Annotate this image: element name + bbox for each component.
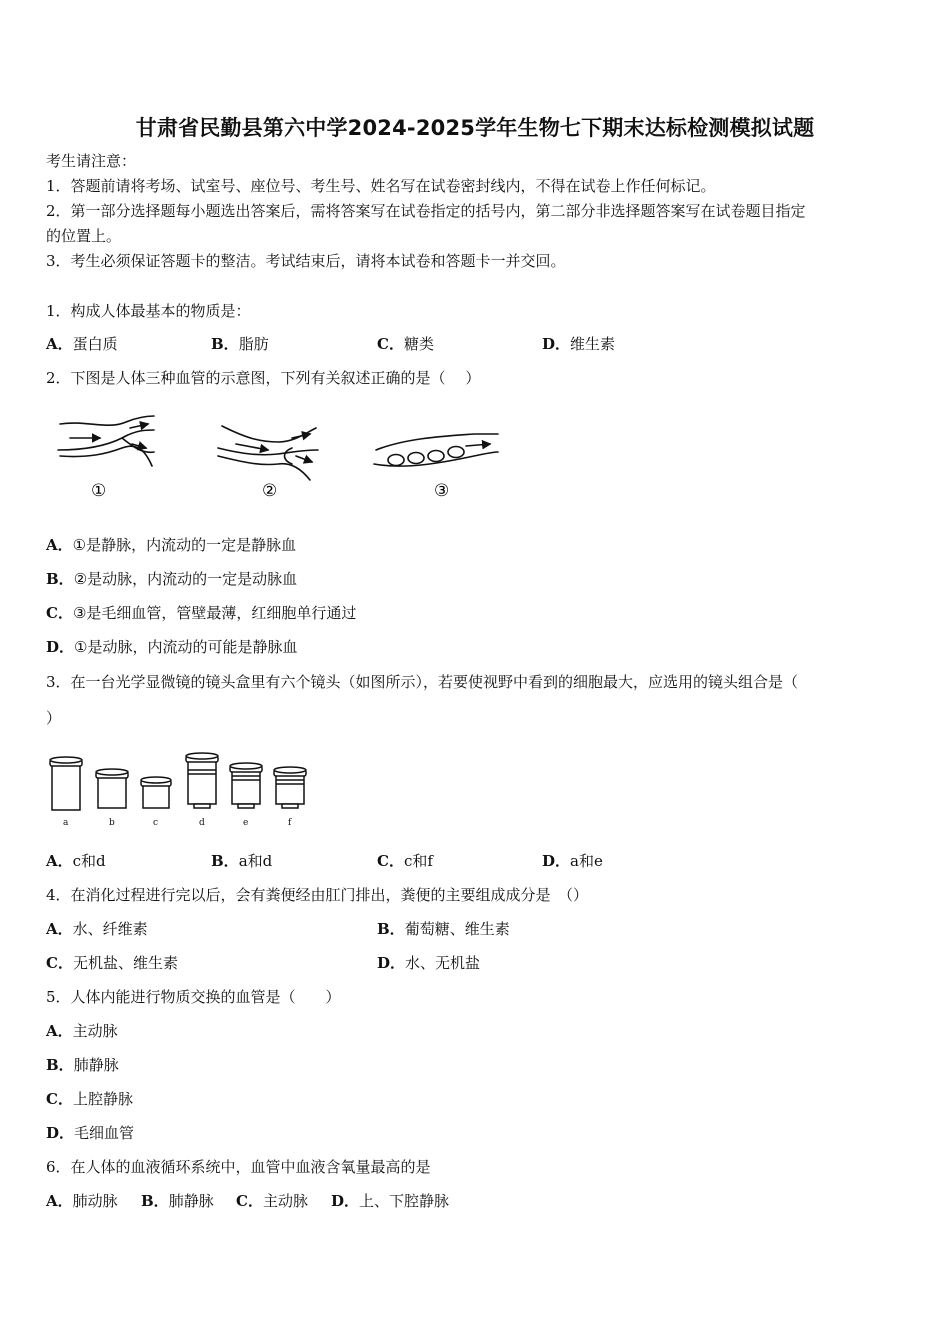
option-text: 肺静脉	[168, 1192, 214, 1210]
lens-label-a: a	[63, 818, 69, 828]
option-letter: D．	[46, 1124, 75, 1142]
q1-option-a	[46, 334, 118, 354]
option-letter: B．	[211, 852, 239, 870]
option-letter: D．	[331, 1192, 360, 1210]
option-text: ①是静脉，内流动的一定是静脉血	[72, 536, 297, 554]
q6-option-d	[331, 1191, 449, 1211]
option-letter: C．	[46, 604, 73, 622]
vessel-3-capillary	[374, 434, 498, 466]
lens-f	[274, 767, 306, 808]
figure-label-3: ③	[434, 481, 450, 501]
lens-d	[186, 753, 218, 808]
option-letter: D．	[46, 638, 75, 656]
q1-option-b	[211, 334, 269, 354]
q2-option-b	[46, 569, 297, 589]
option-text: 蛋白质	[72, 335, 118, 353]
q4-option-a	[46, 919, 148, 939]
q5-option-b	[46, 1055, 119, 1075]
option-text: 维生素	[570, 335, 616, 353]
option-text: 肺动脉	[72, 1192, 118, 1210]
notice-item-1: 1．答题前请将考场、试室号、座位号、考生号、姓名写在试卷密封线内，不得在试卷上作任何标记。	[46, 177, 716, 195]
question-4-stem: 4．在消化过程进行完以后，会有粪便经由肛门排出，粪便的主要组成成分是 （）	[46, 886, 589, 904]
option-letter: A．	[46, 920, 73, 938]
q2-option-c	[46, 603, 356, 623]
q3-option-a	[46, 851, 106, 871]
question-3-stem: 3．在一台光学显微镜的镜头盒里有六个镜头（如图所示），若要使视野中看到的细胞最大，应选用的镜头组合是（	[46, 673, 799, 691]
question-5-stem: 5．人体内能进行物质交换的血管是（ ）	[46, 988, 341, 1006]
option-text: 糖类	[403, 335, 434, 353]
option-text: c和f	[403, 852, 433, 870]
option-letter: C．	[377, 852, 404, 870]
question-1-stem: 1．构成人体最基本的物质是：	[46, 302, 251, 320]
q6-option-a	[46, 1191, 118, 1211]
option-letter: C．	[377, 335, 404, 353]
option-text: 上腔静脉	[72, 1090, 133, 1108]
option-text: ②是动脉，内流动的一定是动脉血	[73, 570, 298, 588]
notice-item-2: 2．第一部分选择题每小题选出答案后，需将答案写在试卷指定的括号内，第二部分非选择题答案写在试卷题目指定	[46, 202, 806, 220]
q1-option-d	[542, 334, 615, 354]
lens-label-e: e	[243, 818, 249, 828]
microscope-lens-figure	[46, 752, 316, 832]
q2-option-a	[46, 535, 296, 555]
option-letter: A．	[46, 1022, 73, 1040]
notice-item-2-cont: 的位置上。	[46, 227, 122, 245]
option-text: 水、纤维素	[72, 920, 148, 938]
option-letter: B．	[211, 335, 239, 353]
option-text: a和d	[238, 852, 273, 870]
lens-a	[50, 757, 82, 810]
vessel-1-branching	[58, 416, 154, 466]
option-text: 上、下腔静脉	[359, 1192, 450, 1210]
q6-option-b	[141, 1191, 214, 1211]
q3-option-c	[377, 851, 433, 871]
vessel-2-branching	[218, 426, 318, 480]
lens-label-d: d	[199, 818, 205, 828]
option-letter: B．	[377, 920, 405, 938]
question-2-stem: 2．下图是人体三种血管的示意图，下列有关叙述正确的是（ ）	[46, 369, 481, 387]
lens-label-c: c	[153, 818, 159, 828]
option-letter: D．	[542, 335, 571, 353]
q4-option-b	[377, 919, 510, 939]
q2-option-d	[46, 637, 297, 657]
option-text: 毛细血管	[74, 1124, 135, 1142]
option-letter: B．	[46, 1056, 74, 1074]
q4-option-d	[377, 953, 480, 973]
option-letter: D．	[542, 852, 571, 870]
notice-item-3: 3．考生必须保证答题卡的整洁。考试结束后，请将本试卷和答题卡一并交回。	[46, 252, 566, 270]
option-letter: B．	[46, 570, 74, 588]
option-text: 水、无机盐	[405, 954, 481, 972]
option-letter: A．	[46, 536, 73, 554]
question-3-stem-cont: ）	[46, 709, 62, 727]
option-letter: D．	[377, 954, 406, 972]
option-text: ③是毛细血管，管壁最薄，红细胞单行通过	[72, 604, 357, 622]
option-text: c和d	[72, 852, 106, 870]
option-text: 无机盐、维生素	[72, 954, 178, 972]
option-text: a和e	[570, 852, 603, 870]
figure-label-1: ①	[91, 481, 107, 501]
option-text: 葡萄糖、维生素	[404, 920, 510, 938]
figure-label-2: ②	[262, 481, 278, 501]
q3-option-b	[211, 851, 272, 871]
lens-b	[96, 769, 128, 808]
q5-option-c	[46, 1089, 133, 1109]
lens-label-f: f	[288, 818, 292, 828]
exam-title: 甘肃省民勤县第六中学2024-2025学年生物七下期末达标检测模拟试题	[135, 116, 815, 140]
lens-c	[141, 777, 171, 808]
q5-option-a	[46, 1021, 118, 1041]
option-letter: C．	[236, 1192, 263, 1210]
option-letter: A．	[46, 852, 73, 870]
q3-option-d	[542, 851, 603, 871]
option-letter: C．	[46, 1090, 73, 1108]
q6-option-c	[236, 1191, 308, 1211]
notice-heading: 考生请注意：	[46, 152, 137, 170]
option-letter: A．	[46, 1192, 73, 1210]
blood-vessel-figure	[46, 408, 516, 508]
option-text: 脂肪	[238, 335, 269, 353]
option-letter: A．	[46, 335, 73, 353]
option-text: 肺静脉	[73, 1056, 119, 1074]
option-letter: B．	[141, 1192, 169, 1210]
q5-option-d	[46, 1123, 134, 1143]
q4-option-c	[46, 953, 178, 973]
q1-option-c	[377, 334, 434, 354]
option-text: 主动脉	[72, 1022, 118, 1040]
option-text: ①是动脉，内流动的可能是静脉血	[74, 638, 298, 656]
lens-label-b: b	[109, 818, 115, 828]
lens-e	[230, 763, 262, 808]
option-letter: C．	[46, 954, 73, 972]
option-text: 主动脉	[262, 1192, 308, 1210]
question-6-stem: 6．在人体的血液循环系统中，血管中血液含氧量最高的是	[46, 1158, 431, 1176]
